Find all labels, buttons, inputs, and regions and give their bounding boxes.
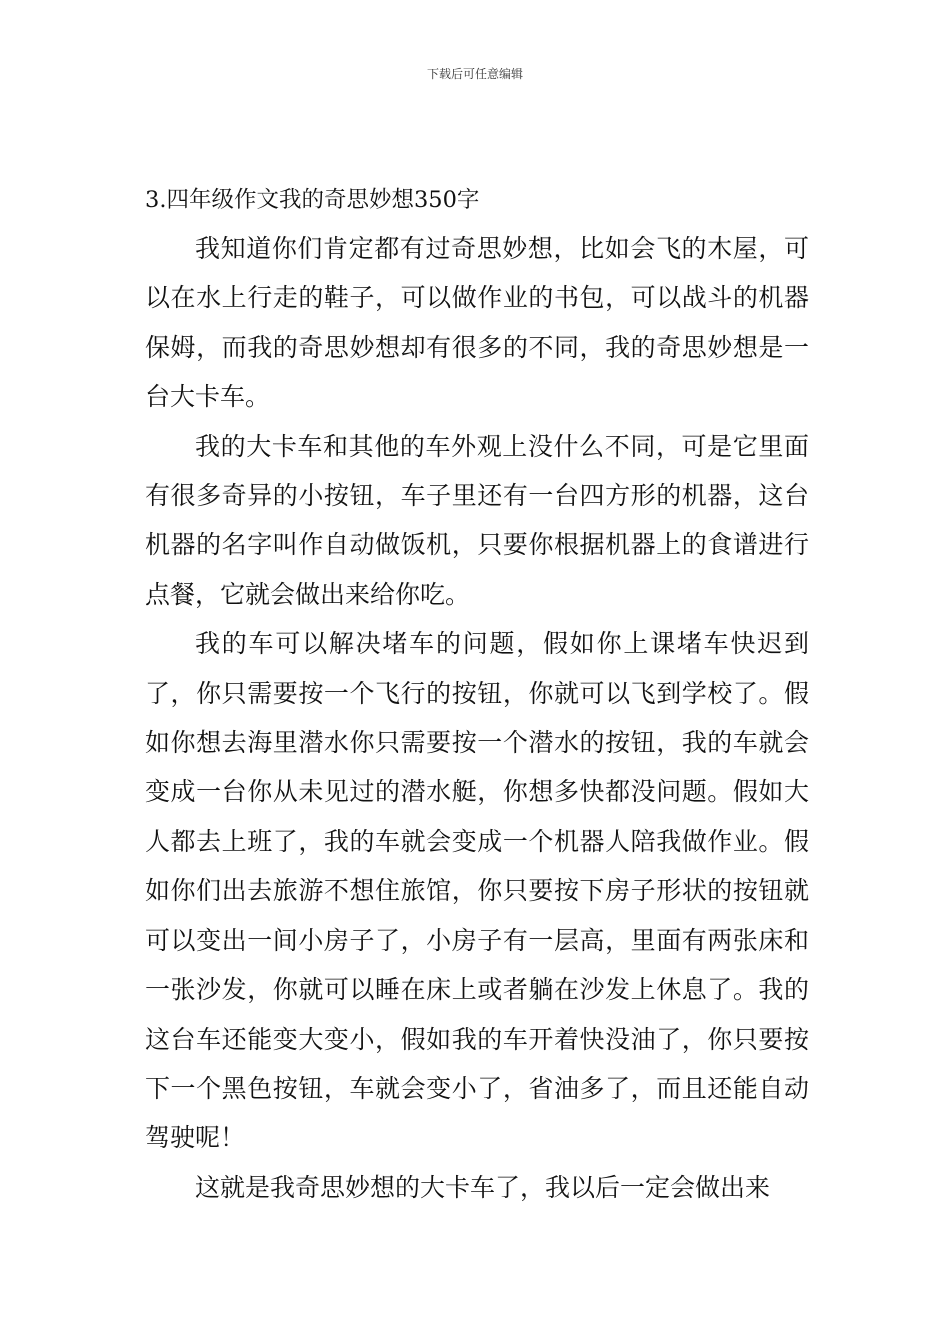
paragraph: 我的车可以解决堵车的问题，假如你上课堵车快迟到了，你只需要按一个飞行的按钮，你就可以飞到学校了。假如你想去海里潜水你只需要按一个潜水的按钮，我的车就会变成一台你从未见过的潜水艇，你想多快都没问题。假如大人都去上班了，我的车就会变成一个机器人陪我做作业。假如你们出去旅游不想住旅馆，你只要按下房子形状的按钮就可以变出一间小房子了，小房子有一层高，里面有两张床和一张沙发，你就可以睡在床上或者躺在沙发上休息了。我的这台车还能变大变小，假如我的车开着快没油了，你只要按下一个黑色按钮，车就会变小了，省油多了，而且还能自动驾驶呢！ [145, 629, 809, 1153]
document-body [145, 180, 809, 1212]
essay-title: 3.四年级作文我的奇思妙想350字 [145, 187, 480, 213]
paragraph: 我的大卡车和其他的车外观上没什么不同，可是它里面有很多奇异的小按钮，车子里还有一台四方形的机器，这台机器的名字叫作自动做饭机，只要你根据机器上的食谱进行点餐，它就会做出来给你吃。 [145, 431, 809, 609]
page-header: 下载后可任意编辑 [426, 67, 523, 81]
paragraph: 我知道你们肯定都有过奇思妙想，比如会飞的木屋，可以在水上行走的鞋子，可以做作业的书包，可以战斗的机器保姆，而我的奇思妙想却有很多的不同，我的奇思妙想是一台大卡车。 [145, 234, 809, 412]
paragraph: 这就是我奇思妙想的大卡车了，我以后一定会做出来 [195, 1172, 771, 1202]
